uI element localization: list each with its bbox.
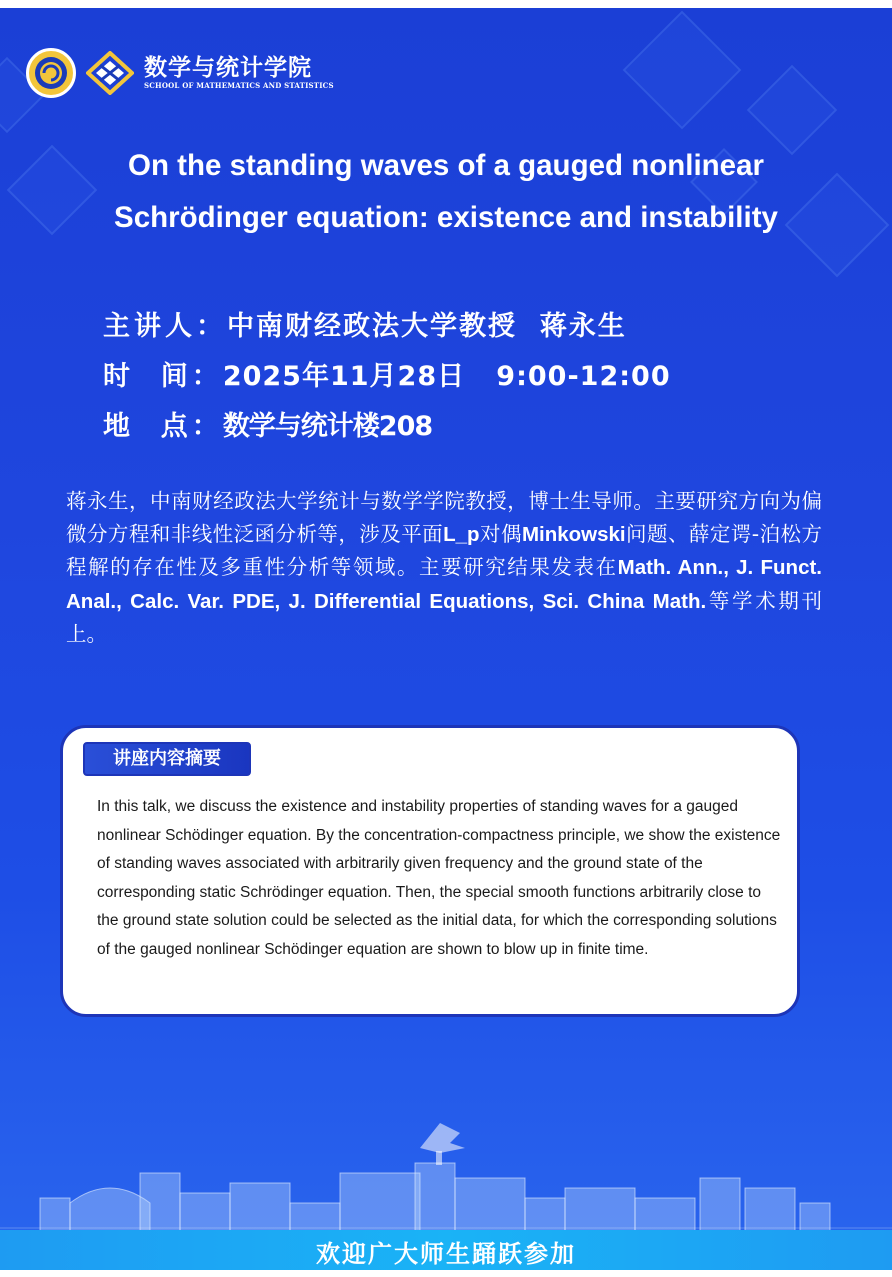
- title-line-1: On the standing waves of a gauged nonlinear: [128, 149, 764, 182]
- abstract-heading: 讲座内容摘要: [83, 742, 251, 776]
- time-value: 2025年11月28日 9:00-12:00: [222, 361, 671, 392]
- bio-term: Minkowski: [521, 522, 626, 546]
- speaker-bio: [66, 485, 822, 651]
- poster: [0, 8, 892, 1270]
- time-label: 时 间：: [103, 361, 223, 392]
- lecture-title: [40, 140, 852, 244]
- place-row: [103, 404, 432, 443]
- school-logo-row: [26, 48, 334, 98]
- place-label: 地 点：: [103, 411, 223, 442]
- abstract-card: [60, 725, 800, 1017]
- campus-skyline-illustration: [0, 1103, 892, 1238]
- bio-text: 问题、薛定谔-泊松方程解的存在性及多重性分析等领域。主要研究结果发表在: [66, 521, 823, 579]
- bio-term: L_p: [443, 522, 480, 546]
- school-name-en: SCHOOL OF MATHEMATICS AND STATISTICS: [144, 81, 334, 90]
- bio-journals: Math. Ann., J. Funct. Anal., Calc. Var. PDE, J. Differential Equations, Sci. China Math.: [66, 556, 822, 613]
- speaker-value: 中南财经政法大学教授 蒋永生: [227, 311, 627, 342]
- time-row: [103, 354, 671, 393]
- abstract-text: In this talk, we discuss the existence and instability properties of standing waves for a gauged nonlinear Schödinger equation. By the concentration-compactness principle, we show the existence of standing waves associated with arbitrarily given frequency and the ground state of the corresponding static Schrödinger equation. Then, the special smooth functions arbitrarily close to the ground state solution could be selected as the initial data, for which the corresponding solutions of the gauged nonlinear Schödinger equation are shown to blow up in finite time.: [97, 798, 781, 958]
- school-emblem-icon: [86, 51, 134, 95]
- footer-banner: 欢迎广大师生踊跃参加: [0, 1230, 892, 1270]
- speaker-label: 主讲人：: [103, 311, 227, 342]
- university-seal-icon: [26, 48, 76, 98]
- place-value: 数学与统计楼208: [222, 411, 433, 442]
- bio-text: 等学术期刊上。: [66, 588, 823, 646]
- speaker-row: [103, 304, 627, 343]
- title-line-2: Schrödinger equation: existence and instability: [114, 201, 778, 234]
- bio-text: 蒋永生，中南财经政法大学统计与数学学院教授，博士生导师。主要研究方向为偏微分方程和非线性泛函分析等，涉及平面: [66, 489, 822, 546]
- school-name-cn: 数学与统计学院: [144, 54, 312, 81]
- school-name: [144, 55, 334, 91]
- bio-text: 对偶: [479, 521, 522, 546]
- decor-diamond: [623, 11, 742, 130]
